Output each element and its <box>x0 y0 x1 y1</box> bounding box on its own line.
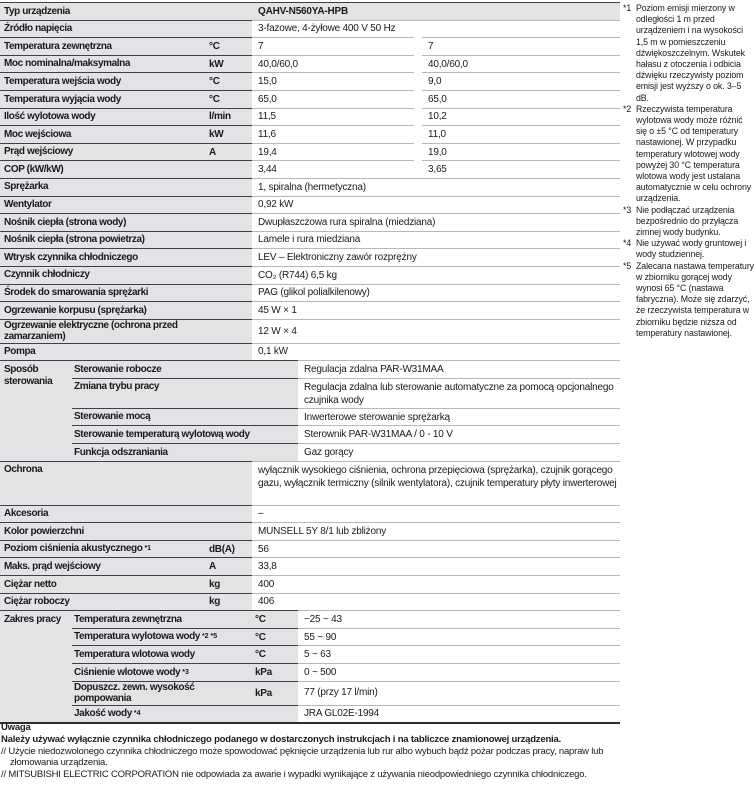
spec-unit <box>206 160 252 178</box>
spec-label-text: Czynnik chłodniczy <box>4 269 90 281</box>
spec-subrow <box>72 681 620 705</box>
spec-value-2: 40,0/60,0 <box>422 55 620 73</box>
spec-label <box>0 343 206 361</box>
notes-bullet: // Użycie niedozwolonego czynnika chłodniczego może spowodować pęknięcie urządzenia lub rur albo wybuch bądź pożar podczas pracy, napraw lub złomowania urządzenia. <box>1 745 604 769</box>
spec-value: 12 W × 4 <box>252 319 620 343</box>
spec-value: 400 <box>252 575 620 593</box>
spec-sublabel <box>72 705 252 723</box>
spec-label-text: Nośnik ciepła (strona powietrza) <box>4 234 145 246</box>
group-label <box>0 610 72 722</box>
spec-row <box>0 196 620 214</box>
footnote-item <box>623 238 754 260</box>
spec-label <box>0 557 206 575</box>
spec-table <box>0 2 620 724</box>
footnote-item <box>623 261 754 339</box>
spec-sublabel-text: Temperatura wylotowa wody <box>74 631 200 643</box>
spec-subrow <box>72 628 620 646</box>
spec-value-2: 3,65 <box>422 160 620 178</box>
footnote-item <box>623 104 754 205</box>
spec-row <box>0 213 620 231</box>
spec-unit <box>206 505 252 523</box>
spec-unit <box>252 705 298 723</box>
spec-value: Gaz gorący <box>298 443 620 461</box>
spec-value: 55 ~ 90 <box>298 628 620 646</box>
spec-value: 0,92 kW <box>252 196 620 214</box>
footnote-item <box>623 3 754 104</box>
group-label-text: Sposób sterowania <box>4 364 53 387</box>
spec-value-2: 19,0 <box>422 143 620 161</box>
spec-sublabel <box>72 610 252 628</box>
spec-row <box>0 319 620 343</box>
spec-value-1: 11,6 <box>252 125 414 143</box>
spec-value-2: 9,0 <box>422 72 620 90</box>
footnote-item-marker: *4 <box>623 238 632 249</box>
spec-label <box>0 575 206 593</box>
spec-row <box>0 360 620 460</box>
spec-subrow <box>72 408 620 426</box>
spec-label <box>0 178 206 196</box>
spec-label <box>0 213 206 231</box>
spec-row <box>0 610 620 722</box>
spec-label <box>0 266 206 284</box>
spec-sublabel-text: Jakość wody <box>74 708 132 720</box>
spec-label <box>0 593 206 611</box>
spec-row <box>0 575 620 593</box>
group-subrows <box>72 360 620 460</box>
spec-unit <box>206 319 252 343</box>
spec-unit: kPa <box>252 681 298 705</box>
spec-label-text: Ogrzewanie korpusu (sprężarka) <box>4 304 147 316</box>
footnote-item-text: Zalecana nastawa temperatury w zbiorniku gorącej wody wynosi 65 °C (nastawa fabryczna). Może się zdarzyć, że rzeczywista temperatura w zbiorniku będzie niższa od temperatury nastawionej. <box>636 260 754 338</box>
spec-unit: l/min <box>206 108 252 126</box>
spec-row <box>0 540 620 558</box>
footnote-marker: *4 <box>133 710 141 718</box>
spec-label-text: Ciężar netto <box>4 578 57 590</box>
footnote-marker: *1 <box>144 545 152 553</box>
spec-sublabel-text: Sterowanie mocą <box>74 411 151 423</box>
spec-value-1: 3,44 <box>252 160 414 178</box>
footnote-item-text: Nie podłączać urządzenia bezpośrednio do przyłącza zimnej wody budynku. <box>636 204 739 238</box>
footnote-item-text: Nie używać wody gruntowej i wody studziennej. <box>636 238 747 260</box>
spec-sublabel-text: Temperatura wlotowa wody <box>74 648 195 660</box>
spec-label-text: Poziom ciśnienia akustycznego <box>4 543 143 555</box>
spec-label <box>0 540 206 558</box>
spec-label-text: Nośnik ciepła (strona wody) <box>4 216 127 228</box>
spec-sublabel <box>72 425 252 443</box>
spec-label <box>0 90 206 108</box>
spec-value: 77 (przy 17 l/min) <box>298 681 620 705</box>
spec-unit: A <box>206 143 252 161</box>
spec-unit <box>206 301 252 319</box>
spec-unit <box>252 360 298 378</box>
spec-label-text: Moc wejściowa <box>4 128 72 140</box>
spec-row <box>0 20 620 38</box>
spec-label-text: Wtrysk czynnika chłodniczego <box>4 251 138 263</box>
spec-unit <box>206 231 252 249</box>
spec-label <box>0 20 206 38</box>
spec-label-text: Ilość wylotowa wody <box>4 111 96 123</box>
spec-label-text: Moc nominalna/maksymalna <box>4 58 131 70</box>
spec-subrow <box>72 425 620 443</box>
spec-unit <box>252 408 298 426</box>
spec-row <box>0 55 620 73</box>
spec-label-text: Wentylator <box>4 199 52 211</box>
spec-row <box>0 37 620 55</box>
spec-unit: A <box>206 557 252 575</box>
spec-label <box>0 301 206 319</box>
spec-value: 45 W × 1 <box>252 301 620 319</box>
footnote-item-marker: *2 <box>623 103 632 114</box>
spec-value-1: 40,0/60,0 <box>252 55 414 73</box>
group-label <box>0 360 72 460</box>
notes-title: Uwaga <box>1 722 31 733</box>
spec-label-text: Środek do smarowania sprężarki <box>4 287 149 299</box>
spec-label <box>0 461 206 505</box>
spec-label-text: Temperatura wejścia wody <box>4 75 121 87</box>
spec-sublabel-text: Ciśnienie wlotowe wody <box>74 666 181 678</box>
spec-row <box>0 2 620 20</box>
spec-label <box>0 196 206 214</box>
spec-value: – <box>252 505 620 523</box>
spec-value: PAG (glikol polialkilenowy) <box>252 284 620 302</box>
spec-sublabel <box>72 681 252 705</box>
spec-unit: kW <box>206 55 252 73</box>
spec-value: Regulacja zdalna lub sterowanie automatyczne za pomocą opcjonalnego czujnika wody <box>298 378 620 408</box>
spec-value: CO₂ (R744) 6,5 kg <box>252 266 620 284</box>
spec-value-1: 19,4 <box>252 143 414 161</box>
group-subrows <box>72 610 620 722</box>
spec-value: Dwupłaszczowa rura spiralna (miedziana) <box>252 213 620 231</box>
spec-label-text: Ochrona <box>4 463 43 475</box>
spec-label-text: Maks. prąd wejściowy <box>4 560 101 572</box>
spec-value-1: 15,0 <box>252 72 414 90</box>
spec-row <box>0 593 620 611</box>
footnote-item <box>623 205 754 239</box>
footnote-marker: *2 *5 <box>201 633 218 641</box>
footnote-item-marker: *5 <box>623 260 632 271</box>
spec-value-1: 65,0 <box>252 90 414 108</box>
spec-unit: kg <box>206 575 252 593</box>
spec-label <box>0 319 206 343</box>
spec-value: 3-fazowe, 4-żyłowe 400 V 50 Hz <box>252 20 620 38</box>
spec-row <box>0 522 620 540</box>
footnote-marker: *3 <box>182 668 189 676</box>
spec-subrow <box>72 378 620 408</box>
spec-row <box>0 557 620 575</box>
spec-label-text: COP (kW/kW) <box>4 163 64 175</box>
spec-label-text: Pompa <box>4 346 36 358</box>
spec-unit: kPa <box>252 663 298 681</box>
spec-label <box>0 231 206 249</box>
spec-label-text: Ciężar roboczy <box>4 596 70 608</box>
spec-sublabel <box>72 408 252 426</box>
spec-value-1: 7 <box>252 37 414 55</box>
spec-unit <box>206 522 252 540</box>
spec-unit <box>252 425 298 443</box>
spec-label <box>0 143 206 161</box>
spec-unit <box>252 443 298 461</box>
group-label-text: Zakres pracy <box>4 614 61 626</box>
spec-label-text: Akcesoria <box>4 508 49 520</box>
spec-subrow <box>72 443 620 461</box>
spec-row <box>0 301 620 319</box>
spec-row <box>0 143 620 161</box>
spec-label <box>0 125 206 143</box>
spec-unit <box>206 266 252 284</box>
spec-subrow <box>72 663 620 681</box>
footnotes-sidebar <box>623 3 754 339</box>
spec-value: 0,1 kW <box>252 343 620 361</box>
spec-row <box>0 461 620 505</box>
spec-label <box>0 522 206 540</box>
spec-sublabel <box>72 628 252 646</box>
spec-value: JRA GL02E-1994 <box>298 705 620 723</box>
spec-label <box>0 160 206 178</box>
spec-subrow <box>72 705 620 723</box>
notes-bullet: // MITSUBISHI ELECTRIC CORPORATION nie odpowiada za awarie i wypadki wynikające z używania nieodpowiedniego czynnika chłodniczego. <box>1 769 587 781</box>
spec-row <box>0 72 620 90</box>
spec-sublabel-text: Funkcja odszraniania <box>74 446 168 458</box>
spec-value: −25 ~ 43 <box>298 610 620 628</box>
spec-value-2: 65,0 <box>422 90 620 108</box>
spec-row <box>0 505 620 523</box>
spec-unit: dB(A) <box>206 540 252 558</box>
spec-unit: °C <box>206 72 252 90</box>
notes-bold-line: Należy używać wyłącznie czynnika chłodniczego podanego w dostarczonych instrukcjach i na tabliczce znamionowej urządzenia. <box>1 733 562 745</box>
spec-label <box>0 55 206 73</box>
spec-row <box>0 248 620 266</box>
spec-unit <box>252 378 298 408</box>
spec-unit: kW <box>206 125 252 143</box>
spec-value: 0 ~ 500 <box>298 663 620 681</box>
spec-value: LEV – Elektroniczny zawór rozprężny <box>252 248 620 266</box>
spec-unit: kg <box>206 593 252 611</box>
spec-value: 33,8 <box>252 557 620 575</box>
notes-bullets <box>1 746 753 781</box>
spec-value-2: 7 <box>422 37 620 55</box>
spec-sublabel-text: Sterowanie temperaturą wylotową wody <box>74 429 250 441</box>
spec-subrow <box>72 360 620 378</box>
spec-sublabel <box>72 360 252 378</box>
spec-label <box>0 2 206 20</box>
spec-value: 56 <box>252 540 620 558</box>
spec-value: QAHV-N560YA-HPB <box>252 2 620 20</box>
footnote-item-marker: *1 <box>623 3 632 13</box>
footnote-item-text: Poziom emisji mierzony w odległości 1 m przed urządzeniem i na wysokości 1,5 m w pomieszczeniu dźwiękoszczelnym. Wskutek hałasu z otoczenia i odbicia dźwięku rzeczywisty poziom emisji jest wyższy o ok. 3–5 dB. <box>636 3 745 103</box>
spec-sublabel <box>72 443 252 461</box>
spec-value: 406 <box>252 593 620 611</box>
spec-label-text: Kolor powierzchni <box>4 525 84 537</box>
spec-unit <box>206 343 252 361</box>
spec-subrow <box>72 645 620 663</box>
spec-unit <box>206 20 252 38</box>
spec-label <box>0 505 206 523</box>
spec-row <box>0 178 620 196</box>
spec-sublabel-text: Zmiana trybu pracy <box>74 380 160 392</box>
spec-row <box>0 266 620 284</box>
spec-row <box>0 343 620 361</box>
footnote-item-text: Rzeczywista temperatura wylotowa wody może różnić się o ±5 °C od temperatury nastawionej. W przypadku temperatury wlotowej wody powyżej 30 °C temperatura wlotowa wody jest ustalana automatycznie w celu ochrony urządzenia. <box>636 103 752 204</box>
spec-sublabel <box>72 645 252 663</box>
spec-value: Lamele i rura miedziana <box>252 231 620 249</box>
spec-sublabel-text: Dopuszcz. zewn. wysokość pompowania <box>74 681 195 705</box>
spec-unit <box>206 178 252 196</box>
spec-label <box>0 248 206 266</box>
spec-row <box>0 125 620 143</box>
spec-unit <box>206 461 252 505</box>
spec-label-text: Sprężarka <box>4 181 49 193</box>
spec-row <box>0 160 620 178</box>
spec-value: 5 ~ 63 <box>298 645 620 663</box>
spec-row <box>0 108 620 126</box>
spec-unit: °C <box>252 628 298 646</box>
spec-unit <box>206 248 252 266</box>
spec-value: MUNSELL 5Y 8/1 lub zbliżony <box>252 522 620 540</box>
notes-section <box>1 722 753 781</box>
spec-label-text: Typ urządzenia <box>4 5 70 17</box>
spec-label <box>0 284 206 302</box>
spec-value: Inwerterowe sterowanie sprężarką <box>298 408 620 426</box>
spec-subrow <box>72 610 620 628</box>
spec-label-text: Temperatura zewnętrzna <box>4 40 112 52</box>
spec-value-1: 11,5 <box>252 108 414 126</box>
spec-unit: °C <box>252 610 298 628</box>
spec-unit: °C <box>206 90 252 108</box>
spec-label-text: Prąd wejściowy <box>4 146 73 158</box>
spec-value-2: 11,0 <box>422 125 620 143</box>
spec-value: Regulacja zdalna PAR-W31MAA <box>298 360 620 378</box>
spec-unit <box>206 2 252 20</box>
spec-unit <box>206 213 252 231</box>
spec-row <box>0 284 620 302</box>
spec-label <box>0 37 206 55</box>
spec-value-2: 10,2 <box>422 108 620 126</box>
spec-row <box>0 90 620 108</box>
spec-unit: °C <box>252 645 298 663</box>
spec-value: wyłącznik wysokiego ciśnienia, ochrona przepięciowa (sprężarka), czujnik gorącego gazu, wyłącznik termiczny (silnik wentylatora), czujnik temperatury płyty inwerterowej <box>252 461 620 505</box>
spec-sublabel <box>72 378 252 408</box>
spec-unit <box>206 196 252 214</box>
spec-unit: °C <box>206 37 252 55</box>
footnote-item-marker: *3 <box>623 204 632 215</box>
spec-label <box>0 72 206 90</box>
spec-value: Sterownik PAR-W31MAA / 0 - 10 V <box>298 425 620 443</box>
spec-value: 1, spiralna (hermetyczna) <box>252 178 620 196</box>
spec-sublabel-text: Temperatura zewnętrzna <box>74 613 182 625</box>
spec-label-text: Ogrzewanie elektryczne (ochrona przed zamarzaniem) <box>4 319 178 343</box>
spec-label <box>0 108 206 126</box>
spec-unit <box>206 284 252 302</box>
spec-label-text: Temperatura wyjącia wody <box>4 93 121 105</box>
spec-sublabel <box>72 663 252 681</box>
spec-label-text: Źródło napięcia <box>4 23 72 35</box>
spec-row <box>0 231 620 249</box>
spec-sublabel-text: Sterowanie robocze <box>74 363 162 375</box>
